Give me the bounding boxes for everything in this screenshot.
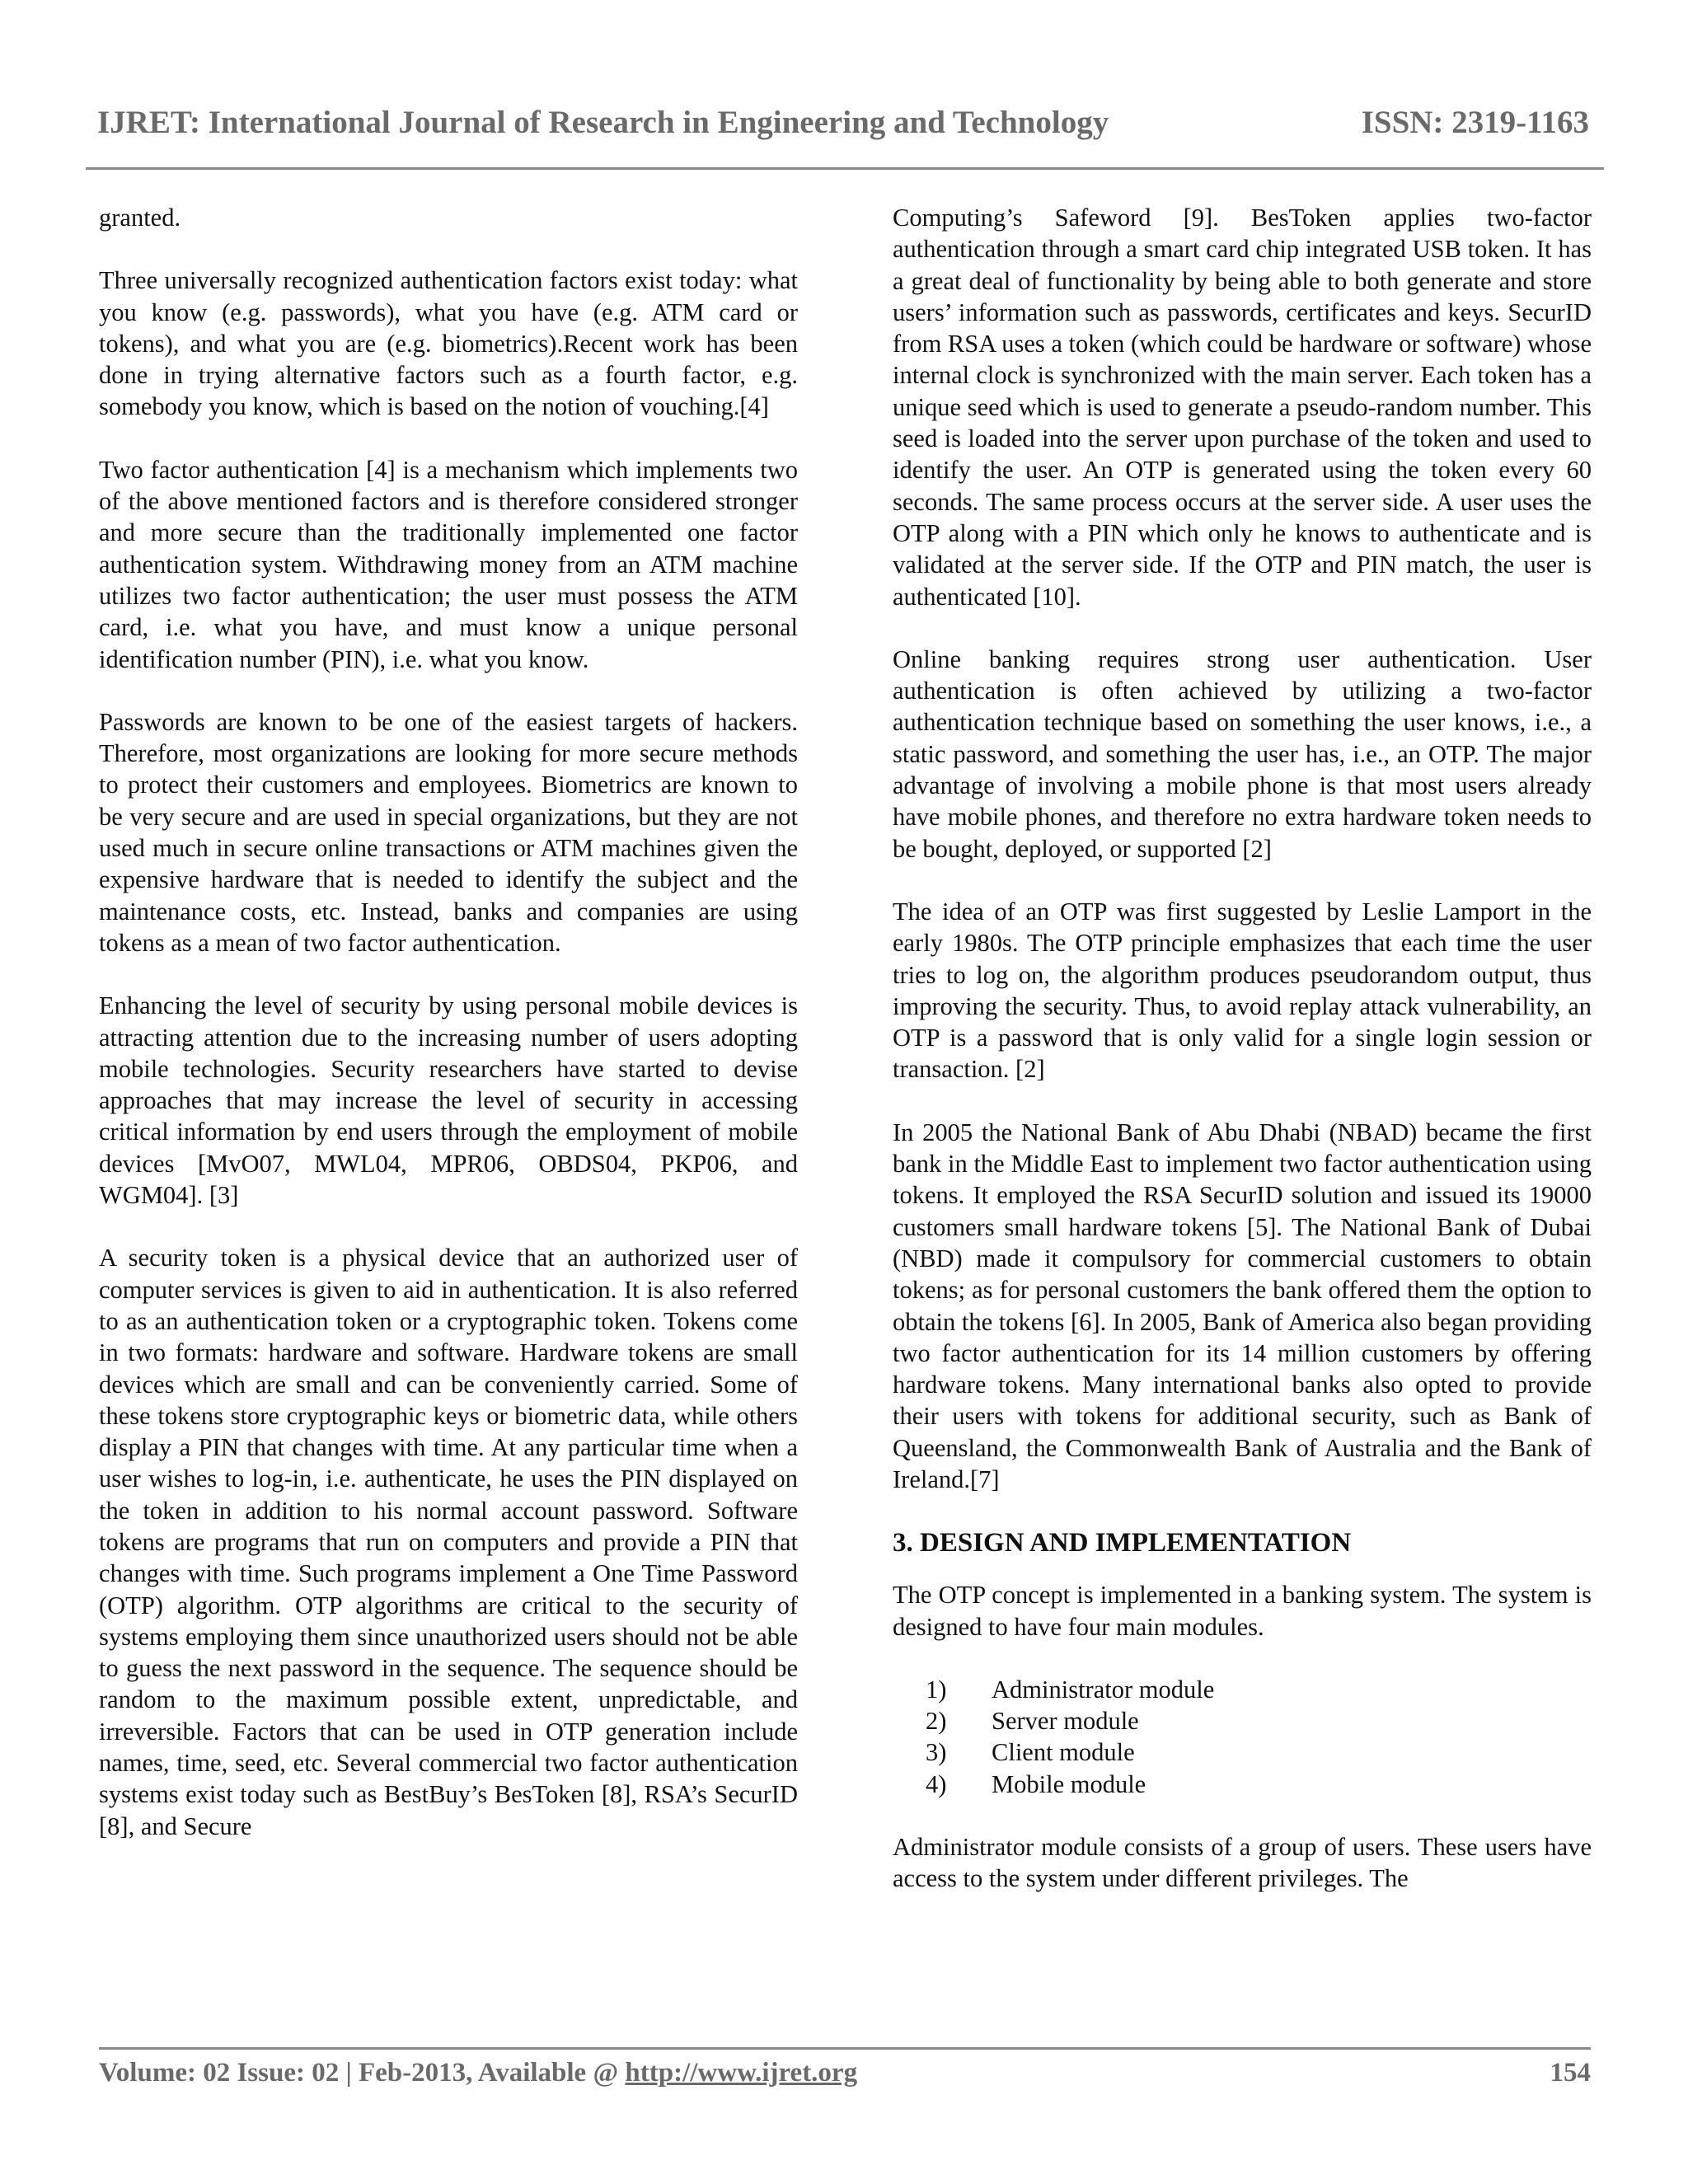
- paragraph: The OTP concept is implemented in a banking system. The system is designed to have four main modules.: [893, 1581, 1592, 1641]
- page-number: 154: [1550, 2057, 1591, 2088]
- list-label: Server module: [992, 1707, 1139, 1736]
- footer-divider: [99, 2047, 1591, 2050]
- right-column: [893, 202, 1592, 1895]
- volume-text: Volume: 02 Issue: 02 | Feb-2013, Available @: [99, 2057, 626, 2088]
- list-number: 4): [926, 1769, 947, 1798]
- paragraph: Two factor authentication [4] is a mechanism which implements two of the above mentioned factors and is therefore considered stronger and more secure than the traditionally implemented one factor authentication system. Withdrawing money from an ATM machine utilizes two factor authentication; the user must possess the ATM card, i.e. what you have, and must know a unique personal identification number (PIN), i.e. what you know.: [99, 455, 798, 673]
- journal-title: IJRET: International Journal of Research in Engineering and Technology: [97, 104, 1109, 140]
- list-item: [926, 1674, 1592, 1705]
- left-column: [99, 202, 798, 1842]
- paragraph: A security token is a physical device that an authorized user of computer services is given to aid in authentication. It is also referred to as an authentication token or a cryptographic token. Tokens come in two formats: hardware and software. Hardware tokens are small devices which are small and can be conveniently carried. Some of these tokens store cryptographic keys or biometric data, while others display a PIN that changes with time. At any particular time when a user wishes to log-in, i.e. authenticate, he uses the PIN displayed on the token in addition to his normal account password. Software tokens are programs that run on computers and provide a PIN that changes with time. Such programs implement a One Time Password (OTP) algorithm. OTP algorithms are critical to the security of systems employing them since unauthorized users should not be able to guess the next password in the sequence. The sequence should be random to the maximum possible extent, unpredictable, and irreversible. Factors that can be used in OTP generation include names, time, seed, etc. Several commercial two factor authentication systems exist today such as BestBuy’s BesToken [8], RSA’s SecurID [8], and Secure: [99, 1244, 798, 1840]
- list-item: [926, 1705, 1592, 1736]
- list-item: [926, 1736, 1592, 1768]
- list-label: Client module: [992, 1738, 1135, 1767]
- paragraph: Passwords are known to be one of the easiest targets of hackers. Therefore, most organizations are looking for more secure methods to protect their customers and employees. Biometrics are known to be very secure and are used in special organizations, but they are not used much in secure online transactions or ATM machines given the expensive hardware that is needed to identify the subject and the maintenance costs, etc. Instead, banks and companies are using tokens as a mean of two factor authentication.: [99, 707, 798, 957]
- list-label: Mobile module: [992, 1769, 1146, 1798]
- paragraph: Online banking requires strong user authentication. User authentication is often achieved by utilizing a two-factor authentication technique based on something the user knows, i.e., a static password, and something the user has, i.e., an OTP. The major advantage of involving a mobile phone is that most users already have mobile phones, and therefore no extra hardware token needs to be bought, deployed, or supported [2]: [893, 644, 1592, 863]
- page-footer: [99, 2052, 1591, 2093]
- paragraph: Enhancing the level of security by using personal mobile devices is attracting attention due to the increasing number of users adopting mobile technologies. Security researchers have started to devise approaches that may increase the level of security in accessing critical information by end users through the employment of mobile devices [MvO07, MWL04, MPR06, OBDS04, PKP06, and WGM04]. [3]: [99, 991, 798, 1210]
- list-item: [926, 1769, 1592, 1800]
- paragraph: Administrator module consists of a group of users. These users have access to the system under different privileges. The: [893, 1833, 1592, 1893]
- page-header: [97, 97, 1589, 147]
- paragraph: The idea of an OTP was first suggested by Leslie Lamport in the early 1980s. The OTP principle emphasizes that each time the user tries to log on, the algorithm produces pseudorandom output, thus improving the security. Thus, to avoid replay attack vulnerability, an OTP is a password that is only valid for a single login session or transaction. [2]: [893, 897, 1592, 1084]
- paragraph: Computing’s Safeword [9]. BesToken applies two-factor authentication through a smart card chip integrated USB token. It has a great deal of functionality by being able to both generate and store users’ information such as passwords, certificates and keys. SecurID from RSA uses a token (which could be hardware or software) whose internal clock is synchronized with the main server. Each token has a unique seed which is used to generate a pseudo-random number. This seed is loaded into the server upon purchase of the token and used to identify the user. An OTP is generated using the token every 60 seconds. The same process occurs at the server side. A user uses the OTP along with a PIN which only he knows to authenticate and is validated at the server side. If the OTP and PIN match, the user is authenticated [10].: [893, 204, 1592, 611]
- list-label: Administrator module: [992, 1675, 1215, 1704]
- list-number: 2): [926, 1707, 947, 1736]
- paragraph: granted.: [99, 204, 181, 232]
- paragraph: In 2005 the National Bank of Abu Dhabi (NBAD) became the first bank in the Middle East to implement two factor authentication using tokens. It employed the RSA SecurID solution and issued its 19000 customers small hardware tokens [5]. The National Bank of Dubai (NBD) made it compulsory for commercial customers to obtain tokens; as for personal customers the bank offered them the option to obtain the tokens [6]. In 2005, Bank of America also began providing two factor authentication for its 14 million customers by offering hardware tokens. Many international banks also opted to provide their users with tokens for additional security, such as Bank of Queensland, the Commonwealth Bank of Australia and the Bank of Ireland.[7]: [893, 1118, 1592, 1493]
- list-number: 3): [926, 1738, 947, 1767]
- paragraph: Three universally recognized authentication factors exist today: what you know (e.g. passwords), what you have (e.g. ATM card or tokens), and what you are (e.g. biometrics).Recent work has been done in trying alternative factors such as a fourth factor, e.g. somebody you know, which is based on the notion of vouching.[4]: [99, 266, 798, 421]
- journal-link[interactable]: http://www.ijret.org: [625, 2057, 858, 2088]
- list-number: 1): [926, 1675, 947, 1704]
- header-divider: [86, 167, 1604, 170]
- section-heading: 3. DESIGN AND IMPLEMENTATION: [893, 1528, 1352, 1558]
- module-list: [893, 1674, 1592, 1800]
- footer-volume: [99, 2058, 857, 2088]
- issn: ISSN: 2319-1163: [1361, 104, 1589, 140]
